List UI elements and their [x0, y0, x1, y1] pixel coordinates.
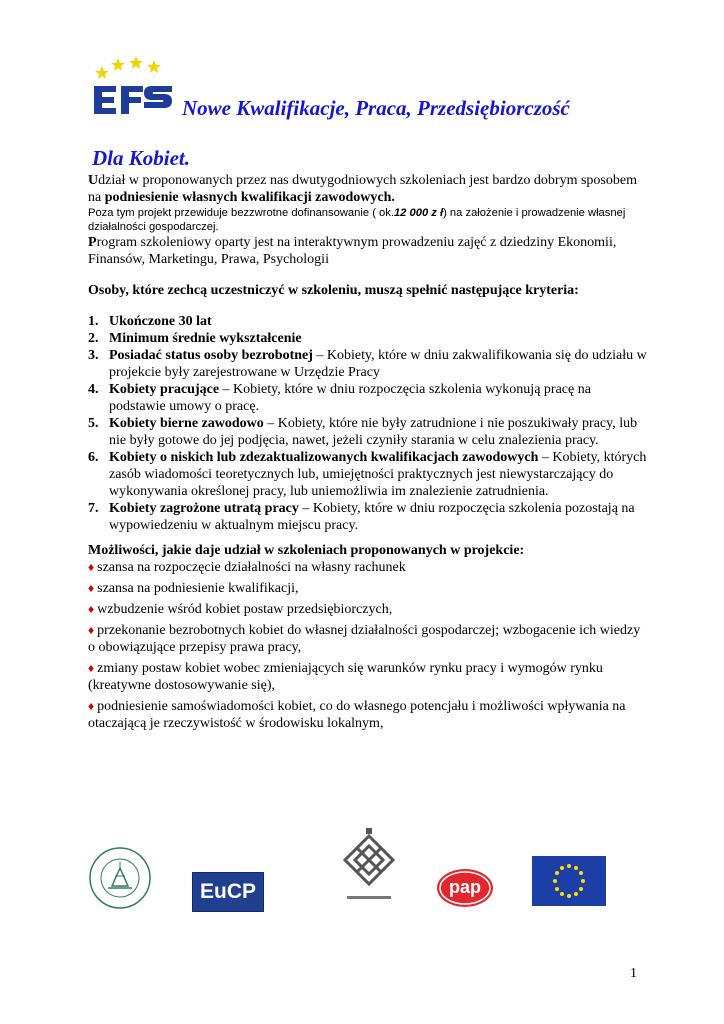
diamond-bullet-icon: ♦	[88, 581, 95, 595]
funding-amount: 12 000 z ł	[393, 207, 444, 219]
diamond-bullet-icon: ♦	[88, 699, 95, 713]
diamond-bullet-icon: ♦	[88, 661, 95, 675]
criteria-list	[88, 313, 648, 534]
item-text: – Kobiety, które w dniu zakwalifikowania się do udziału w projekcie były zarejestrowane w Urzędzie Pracy	[109, 348, 647, 380]
diamond-bullet-icon: ♦	[88, 602, 95, 616]
eu-flag-logo	[532, 856, 606, 906]
list-item	[88, 601, 648, 618]
funding-paragraph	[88, 206, 648, 234]
criteria-heading	[88, 282, 648, 299]
item-number: 3.	[88, 348, 99, 363]
opportunities-list	[88, 559, 648, 732]
page-number: 1	[630, 966, 637, 981]
program-paragraph	[88, 234, 648, 268]
item-number: 5.	[88, 416, 99, 431]
list-item	[88, 660, 648, 694]
criteria-item	[88, 347, 648, 381]
diamond-bullet-icon: ♦	[88, 560, 95, 574]
list-item-text: szansa na rozpoczęcie działalności na własny rachunek	[97, 560, 406, 575]
list-item	[88, 559, 648, 576]
funding-before: Poza tym projekt przewiduje bezzwrotne dofinansowanie ( ok.	[88, 207, 394, 219]
list-item-text: szansa na podniesienie kwalifikacji,	[97, 581, 299, 596]
opportunities-heading-text: Możliwości, jakie daje udział w szkoleniach proponowanych w projekcie:	[88, 543, 525, 558]
item-text: – Kobiety, które nie były zatrudnione i nie poszukiwały pracy, lub nie były gotowe do jej podjęcia, nawet, jeżeli czyniły starania w celu znalezienia pracy.	[109, 416, 638, 448]
criteria-item	[88, 381, 648, 415]
item-number: 4.	[88, 382, 99, 397]
intro-paragraph	[88, 172, 648, 206]
program-text: rogram szkoleniowy oparty jest na interaktywnym prowadzeniu zajęć z dziedziny Ekonomii, Finansów, Marketingu, Prawa, Psychologii	[88, 235, 617, 267]
krajowa-izba-gospodarcza-logo	[333, 826, 405, 910]
criteria-item	[88, 449, 648, 500]
intro-bold: podniesienie własnych kwalifikacji zawodowych.	[104, 190, 395, 205]
page-subtitle: Dla Kobiet.	[92, 146, 190, 170]
item-number: 2.	[88, 331, 99, 346]
criteria-item	[88, 330, 648, 347]
item-bold: Posiadać status osoby bezrobotnej	[109, 348, 313, 363]
dropcap-p: P	[88, 235, 97, 250]
page-title: Nowe Kwalifikacje, Praca, Przedsiębiorczość	[182, 96, 570, 120]
criteria-item	[88, 415, 648, 449]
pap-logo-text: pap	[448, 877, 481, 897]
dropcap-u: U	[88, 173, 99, 188]
funding-after: ) na założenie i prowadzenie własnej działalności gospodarczej.	[88, 207, 626, 233]
criteria-item	[88, 500, 648, 534]
list-item	[88, 698, 648, 732]
list-item	[88, 622, 648, 656]
eucp-logo	[192, 872, 264, 912]
item-bold: Ukończone 30 lat	[109, 314, 212, 329]
efs-logo	[88, 52, 180, 120]
item-text: – Kobiety, które w dniu rozpoczęcia szkolenia pozostają na wypowiedzeniu w aktualnym miejscu pracy.	[109, 501, 635, 533]
opportunities-heading	[88, 542, 648, 559]
diamond-bullet-icon: ♦	[88, 623, 95, 637]
list-item-text: przekonanie bezrobotnych kobiet do własnej działalności gospodarczej; wzbogacenie ich wiedzy o obowiązujące przepisy prawa pracy,	[88, 623, 641, 655]
document-body	[88, 172, 648, 736]
list-item-text: zmiany postaw kobiet wobec zmieniających się warunków rynku pracy i wymogów rynku (kreatywne dostosowywanie się),	[88, 661, 603, 693]
item-text: – Kobiety, które w dniu rozpoczęcia szkolenia wykonują pracę na podstawie umowy o pracę.	[109, 382, 591, 414]
item-bold: Kobiety o niskich lub zdezaktualizowanych kwalifikacjach zawodowych	[109, 450, 539, 465]
item-number: 1.	[88, 314, 99, 329]
eucp-logo-text: EuCP	[199, 880, 256, 903]
sgh-seal-logo	[88, 846, 152, 910]
criteria-heading-text: Osoby, które zechcą uczestniczyć w szkoleniu, muszą spełnić następujące kryteria:	[88, 283, 579, 298]
intro-text: dział w proponowanych przez nas dwutygodniowych szkoleniach jest bardzo dobrym sposobem na	[88, 173, 637, 205]
pap-logo	[436, 868, 494, 908]
item-bold: Kobiety bierne zawodowo	[109, 416, 264, 431]
item-bold: Kobiety zagrożone utratą pracy	[109, 501, 299, 516]
item-bold: Minimum średnie wykształcenie	[109, 331, 302, 346]
criteria-item	[88, 313, 648, 330]
item-number: 6.	[88, 450, 99, 465]
item-text: – Kobiety, których zasób wiadomości teoretycznych lub, umiejętności praktycznych jest niewystarczający do wykonywania określonej pracy, lub uniemożliwia im znalezienie zatrudnienia.	[109, 450, 647, 499]
item-bold: Kobiety pracujące	[109, 382, 220, 397]
item-number: 7.	[88, 501, 99, 516]
list-item	[88, 580, 648, 597]
list-item-text: podniesienie samoświadomości kobiet, co do własnego potencjału i możliwości wpływania na otaczającą je rzeczywistość w środowisku lokalnym,	[88, 699, 626, 731]
list-item-text: wzbudzenie wśród kobiet postaw przedsiębiorczych,	[97, 602, 393, 617]
